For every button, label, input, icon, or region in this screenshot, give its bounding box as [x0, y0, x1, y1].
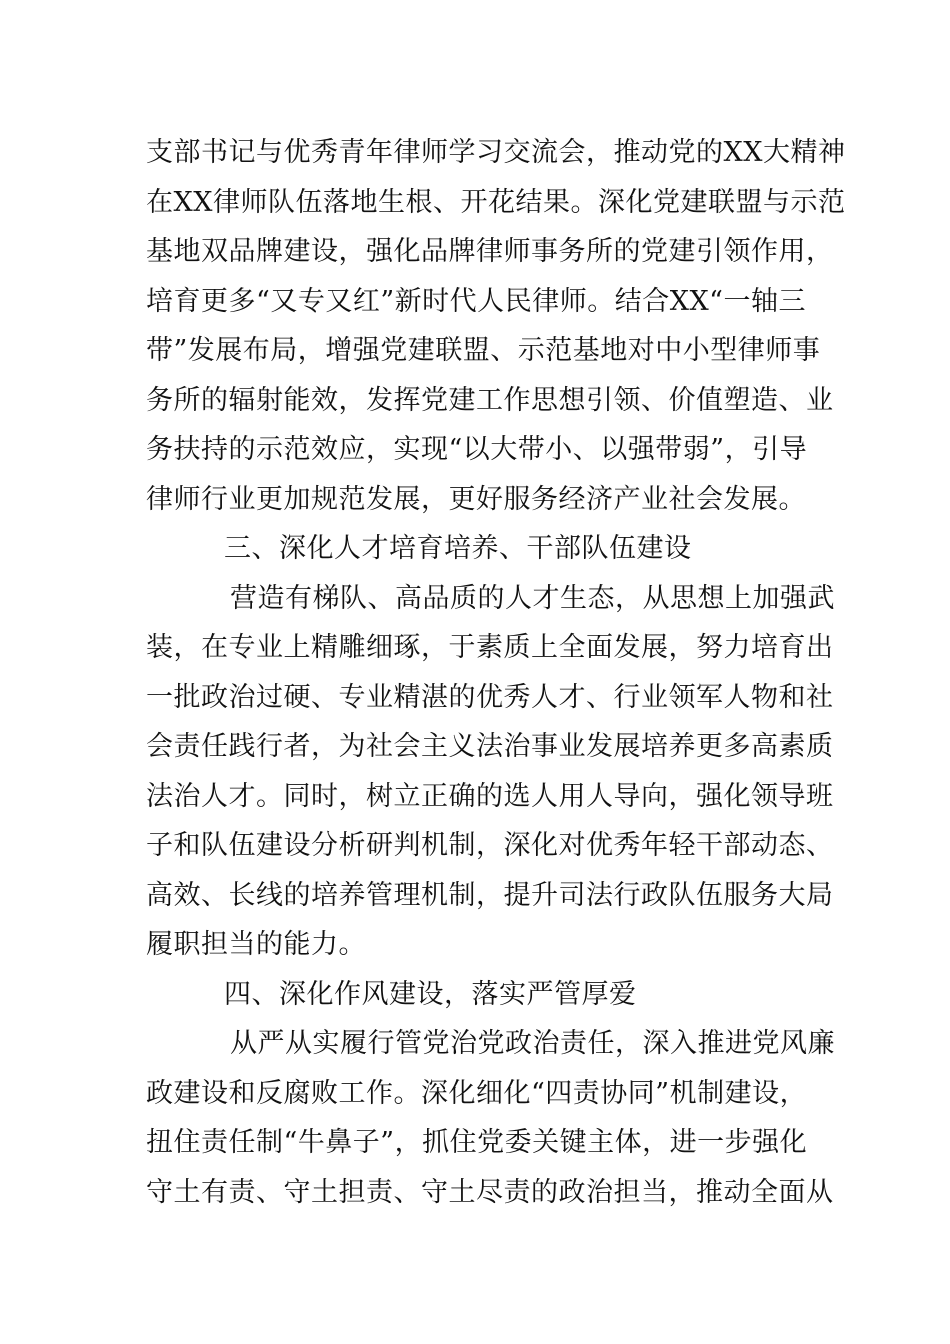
text-line: 培育更多“又专又红”新时代人民律师。结合XX“一轴三: [146, 285, 806, 317]
text-line: 履职担当的能力。: [146, 929, 366, 960]
text-line: 会责任践行者，为社会主义法治事业发展培养更多高素质: [146, 731, 834, 762]
paragraph-talent-cultivation: [146, 574, 835, 970]
text-line: 务扶持的示范效应，实现“以大带小、以强带弱”，引导: [146, 434, 808, 465]
text-line: 支部书记与优秀青年律师学习交流会，推动党的XX大精神: [146, 137, 846, 168]
section-heading-3: 三、深化人才培育培养、干部队伍建设: [224, 533, 692, 564]
text-line: 在XX律师队伍落地生根、开花结果。深化党建联盟与示范: [146, 186, 846, 218]
text-line: 政建设和反腐败工作。深化细化“四责协同”机制建设，: [146, 1077, 808, 1109]
text-line: 营造有梯队、高品质的人才生态，从思想上加强武: [230, 582, 835, 614]
text-line: 高效、长线的培养管理机制，提升司法行政队伍服务大局: [146, 879, 834, 911]
text-line: 基地双品牌建设，强化品牌律师事务所的党建引领作用，: [146, 236, 834, 267]
text-line: 子和队伍建设分析研判机制，深化对优秀年轻干部动态、: [146, 830, 834, 861]
text-line: 带”发展布局，增强党建联盟、示范基地对中小型律师事: [146, 335, 821, 366]
text-line: 扭住责任制“牛鼻子”，抓住党委关键主体，进一步强化: [146, 1127, 808, 1158]
text-line: 法治人才。同时，树立正确的选人用人导向，强化领导班: [146, 780, 834, 812]
document-body: [146, 128, 846, 1217]
text-line: 一批政治过硬、专业精湛的优秀人才、行业领军人物和社: [146, 681, 834, 713]
text-line: 从严从实履行管党治党政治责任，深入推进党风廉: [230, 1028, 835, 1059]
text-line: 律师行业更加规范发展，更好服务经济产业社会发展。: [146, 483, 806, 515]
text-line: 务所的辐射能效，发挥党建工作思想引领、价值塑造、业: [146, 384, 834, 416]
paragraph-work-style: [146, 1019, 835, 1217]
text-line: 守土有责、守土担责、守土尽责的政治担当，推动全面从: [146, 1176, 834, 1208]
paragraph-party-building: [146, 128, 846, 524]
section-heading-4: 四、深化作风建设，落实严管厚爱: [224, 978, 637, 1010]
text-line: 装，在专业上精雕细琢，于素质上全面发展，努力培育出: [146, 632, 834, 663]
